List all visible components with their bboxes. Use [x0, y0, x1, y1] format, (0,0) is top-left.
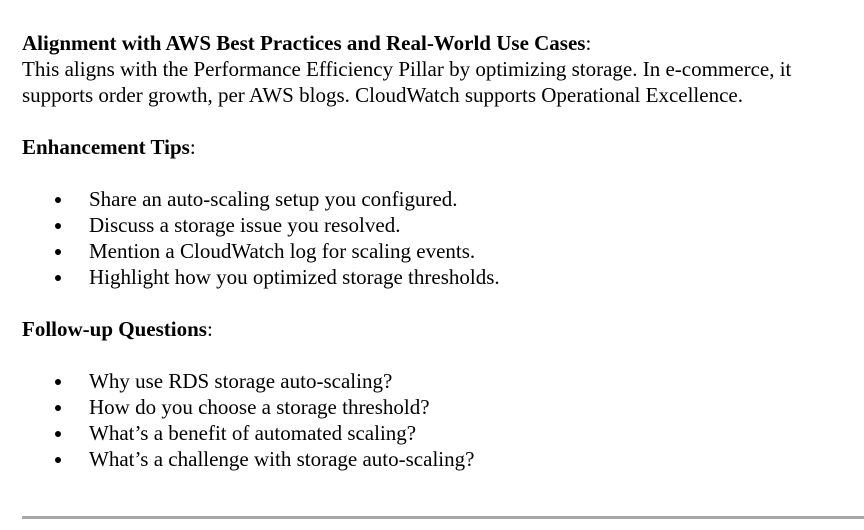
list-item	[22, 368, 858, 394]
followup-heading-text: Follow-up Questions	[22, 317, 207, 341]
followup-questions-list	[22, 368, 858, 472]
bullet-icon	[55, 275, 61, 281]
enhancement-section	[22, 134, 858, 290]
list-item	[22, 186, 858, 212]
list-item	[22, 446, 858, 472]
enhancement-heading-text: Enhancement Tips	[22, 135, 190, 159]
list-item	[22, 212, 858, 238]
bullet-icon	[55, 197, 61, 203]
document-body	[22, 30, 858, 498]
list-item-text: What’s a benefit of automated scaling?	[89, 421, 417, 445]
list-item	[22, 238, 858, 264]
list-item	[22, 264, 858, 290]
alignment-heading	[22, 30, 858, 56]
followup-heading-colon: :	[206, 317, 213, 341]
bullet-icon	[55, 405, 61, 411]
followup-section	[22, 316, 858, 472]
bullet-icon	[55, 457, 61, 463]
alignment-heading-text: Alignment with AWS Best Practices and Real-World Use Cases	[22, 31, 586, 55]
enhancement-heading	[22, 134, 858, 160]
alignment-paragraph-line-1: This aligns with the Performance Efficiency Pillar by optimizing storage. In e-commerce, it	[22, 57, 792, 81]
enhancement-heading-colon: :	[189, 135, 196, 159]
list-item-text: Highlight how you optimized storage thresholds.	[89, 265, 500, 289]
list-item-text: What’s a challenge with storage auto-scaling?	[89, 447, 475, 471]
list-item-text: Mention a CloudWatch log for scaling events.	[89, 239, 476, 263]
bullet-icon	[55, 249, 61, 255]
bullet-icon	[55, 379, 61, 385]
enhancement-tips-list	[22, 186, 858, 290]
list-item-text: Why use RDS storage auto-scaling?	[89, 369, 393, 393]
bullet-icon	[55, 223, 61, 229]
list-item	[22, 394, 858, 420]
list-item-text: Share an auto-scaling setup you configured.	[89, 187, 458, 211]
alignment-paragraph-line-2: supports order growth, per AWS blogs. CloudWatch supports Operational Excellence.	[22, 83, 743, 107]
list-item	[22, 420, 858, 446]
alignment-section	[22, 30, 858, 108]
bullet-icon	[55, 431, 61, 437]
list-item-text: How do you choose a storage threshold?	[89, 395, 430, 419]
horizontal-divider	[22, 516, 864, 519]
list-item-text: Discuss a storage issue you resolved.	[89, 213, 401, 237]
alignment-heading-colon: :	[585, 31, 592, 55]
followup-heading	[22, 316, 858, 342]
